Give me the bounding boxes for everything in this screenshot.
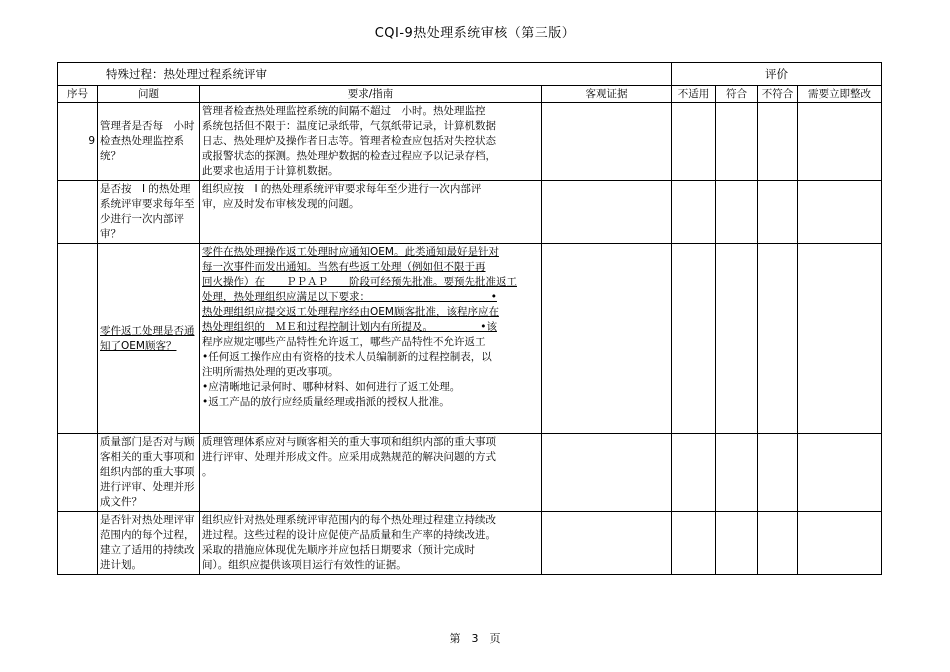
conform-cell[interactable] bbox=[716, 244, 758, 434]
row-number bbox=[58, 181, 98, 244]
requirement-line: 。 bbox=[202, 466, 213, 478]
requirement-line: 系统包括但不限于：温度记录纸带，气氛纸带记录，计算机数据 bbox=[202, 120, 496, 132]
requirement-line: 每一次事件而发出通知。当然有些返工处理（例如但不限于再 bbox=[202, 261, 486, 273]
question-cell: 管理者是否每 小时检查热处理监控系统？ bbox=[98, 103, 200, 181]
row-number bbox=[58, 512, 98, 575]
col-header-conform: 符合 bbox=[716, 86, 758, 103]
conform-cell[interactable] bbox=[716, 434, 758, 512]
evidence-cell[interactable] bbox=[542, 181, 672, 244]
requirement-line: 日志、热处理炉及操作者日志等。管理者检查应包括对失控状态 bbox=[202, 135, 496, 147]
requirement-line: 回火操作）在 ＰＰＡＰ 阶段可经预先批准。要预先批准返工 bbox=[202, 276, 517, 288]
page-footer: 第 3 页 bbox=[449, 632, 501, 645]
requirement-line: 进过程。这些过程的设计应促使产品质量和生产率的持续改进。 bbox=[202, 529, 496, 541]
requirement-line: •返工产品的放行应经质量经理或指派的授权人批准。 bbox=[202, 396, 450, 408]
na-cell[interactable] bbox=[672, 181, 716, 244]
col-header-question: 问题 bbox=[98, 86, 200, 103]
requirement-cell bbox=[200, 512, 542, 575]
requirement-line: 间）。组织应提供该项目运行有效性的证据。 bbox=[202, 559, 407, 571]
requirement-cell bbox=[200, 434, 542, 512]
nonconform-cell[interactable] bbox=[758, 244, 798, 434]
column-header-row bbox=[58, 86, 882, 103]
question-cell: 是否针对热处理评审范围内的每个过程，建立了适用的持续改进计划。 bbox=[98, 512, 200, 575]
section-header-row bbox=[58, 63, 882, 86]
requirement-line: 质理管理体系应对与顾客相关的重大事项和组织内部的重大事项 bbox=[202, 436, 496, 448]
col-header-evidence: 客观证据 bbox=[542, 86, 672, 103]
conform-cell[interactable] bbox=[716, 512, 758, 575]
col-header-na: 不适用 bbox=[672, 86, 716, 103]
immediate-cell[interactable] bbox=[798, 181, 882, 244]
nonconform-cell[interactable] bbox=[758, 181, 798, 244]
conform-cell[interactable] bbox=[716, 181, 758, 244]
nonconform-cell[interactable] bbox=[758, 434, 798, 512]
col-header-nonconform: 不符合 bbox=[758, 86, 798, 103]
table-row bbox=[58, 512, 882, 575]
na-cell[interactable] bbox=[672, 103, 716, 181]
requirement-line: 组织应针对热处理系统评审范围内的每个热处理过程建立持续改 bbox=[202, 514, 496, 526]
immediate-cell[interactable] bbox=[798, 434, 882, 512]
evaluation-label: 评价 bbox=[672, 63, 882, 86]
evidence-cell[interactable] bbox=[542, 434, 672, 512]
row-number bbox=[58, 434, 98, 512]
requirement-line: •应清晰地记录何时、哪种材料、如何进行了返工处理。 bbox=[202, 381, 461, 393]
requirement-line: 此要求也适用于计算机数据。 bbox=[202, 165, 339, 177]
conform-cell[interactable] bbox=[716, 103, 758, 181]
requirement-cell bbox=[200, 181, 542, 244]
requirement-line: 热处理组织的 ＭＥ和过程控制计划内有所提及。 •该 bbox=[202, 321, 497, 333]
table-row bbox=[58, 244, 882, 434]
question-cell: 零件返工处理是否通知了OEM顾客？ bbox=[98, 244, 200, 434]
evidence-cell[interactable] bbox=[542, 103, 672, 181]
requirement-line: 零件在热处理操作返工处理时应通知OEM。此类通知最好是针对 bbox=[202, 246, 499, 258]
table-row bbox=[58, 434, 882, 512]
evidence-cell[interactable] bbox=[542, 244, 672, 434]
requirement-line: •任何返工操作应由有资格的技术人员编制新的过程控制表，以 bbox=[202, 351, 492, 363]
table-row bbox=[58, 103, 882, 181]
immediate-cell[interactable] bbox=[798, 512, 882, 575]
row-number: 9 bbox=[58, 103, 98, 181]
immediate-cell[interactable] bbox=[798, 244, 882, 434]
question-cell: 质量部门是否对与顾客相关的重大事项和组织内部的重大事项进行评审、处理并形成文件？ bbox=[98, 434, 200, 512]
requirement-line: 采取的措施应体现优先顺序并应包括日期要求（预计完成时 bbox=[202, 544, 475, 556]
na-cell[interactable] bbox=[672, 244, 716, 434]
audit-table bbox=[57, 62, 882, 575]
requirement-line: 程序应规定哪些产品特性允许返工，哪些产品特性不允许返工 bbox=[202, 336, 486, 348]
requirement-cell bbox=[200, 103, 542, 181]
requirement-cell bbox=[200, 244, 542, 434]
question-cell: 是否按 I 的热处理系统评审要求每年至少进行一次内部评审？ bbox=[98, 181, 200, 244]
evidence-cell[interactable] bbox=[542, 512, 672, 575]
requirement-line: 注明所需热处理的更改事项。 bbox=[202, 366, 339, 378]
col-header-immediate: 需要立即整改 bbox=[798, 86, 882, 103]
immediate-cell[interactable] bbox=[798, 103, 882, 181]
requirement-line: 或报警状态的探测。热处理炉数据的检查过程应予以记录存档， bbox=[202, 150, 496, 162]
na-cell[interactable] bbox=[672, 434, 716, 512]
na-cell[interactable] bbox=[672, 512, 716, 575]
requirement-line: 热处理组织应提交返工处理程序经由OEM顾客批准，该程序应在 bbox=[202, 306, 499, 318]
requirement-line: 组织应按 I 的热处理系统评审要求每年至少进行一次内部评 bbox=[202, 183, 482, 195]
section-label: 特殊过程：热处理过程系统评审 bbox=[58, 63, 672, 86]
nonconform-cell[interactable] bbox=[758, 103, 798, 181]
requirement-line: 审，应及时发布审核发现的问题。 bbox=[202, 198, 360, 210]
requirement-line: 处理，热处理组织应满足以下要求： • bbox=[202, 291, 497, 303]
nonconform-cell[interactable] bbox=[758, 512, 798, 575]
table-row bbox=[58, 181, 882, 244]
requirement-line: 进行评审、处理并形成文件。应采用成熟规范的解决问题的方式 bbox=[202, 451, 496, 463]
requirement-line: 管理者检查热处理监控系统的间隔不超过 小时。热处理监控 bbox=[202, 105, 486, 117]
col-header-requirement: 要求/指南 bbox=[200, 86, 542, 103]
document-title: CQI-9热处理系统审核（第三版） bbox=[374, 26, 576, 41]
row-number bbox=[58, 244, 98, 434]
col-header-no: 序号 bbox=[58, 86, 98, 103]
